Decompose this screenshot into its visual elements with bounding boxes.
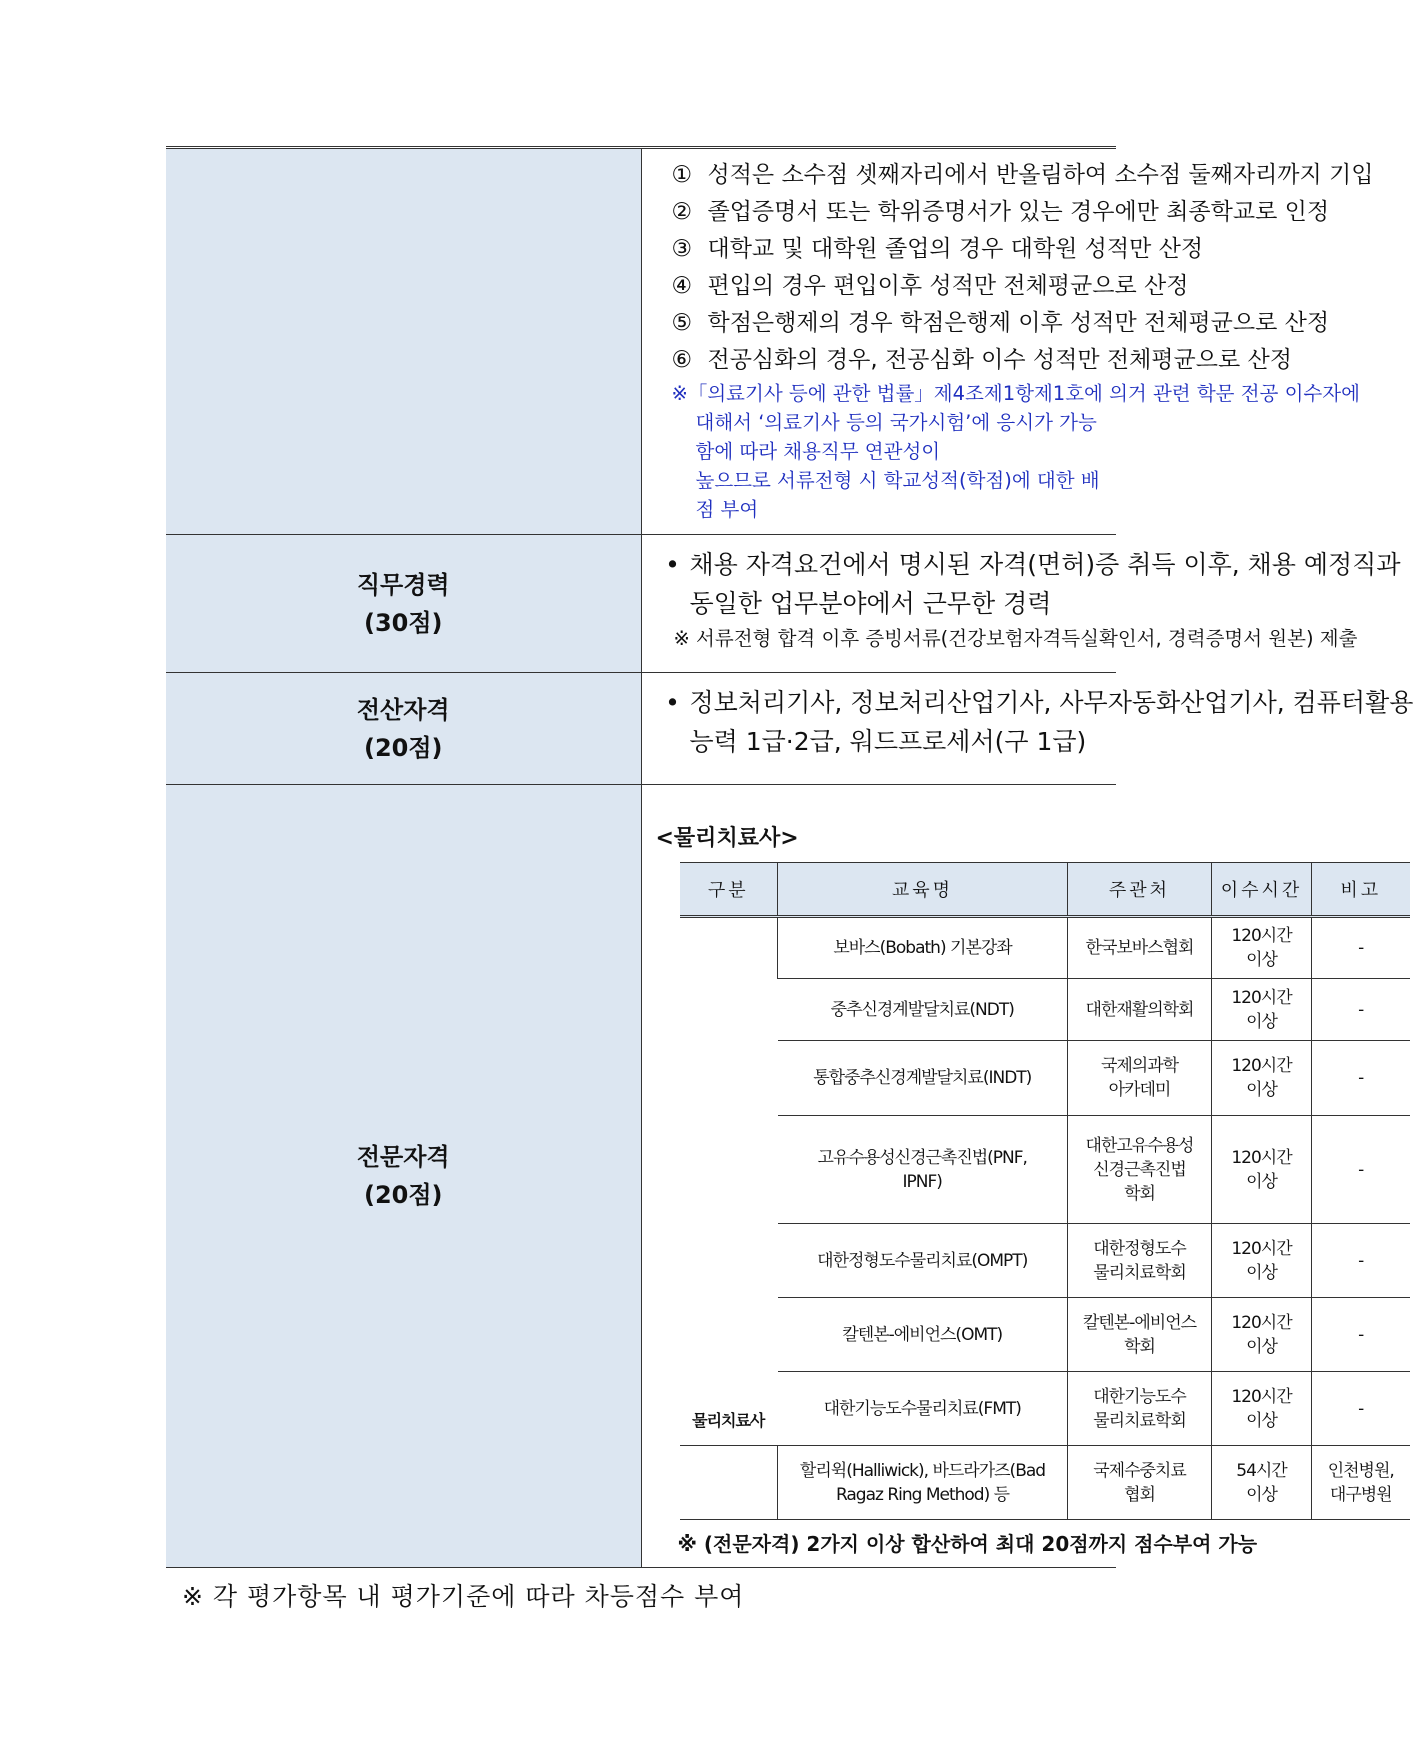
grade-rule-text: 학점은행제의 경우 학점은행제 이후 성적만 전체평균으로 산정 [707,310,1330,336]
pro-cert-table-row [680,979,1410,1041]
it-cert-content [641,673,1413,785]
pro-cert-table-row [680,1372,1410,1446]
pro-cert-organizer-cell: 국제의과학 아카데미 [1068,1041,1212,1116]
grade-rule-number: ⑤ [671,310,693,336]
pro-cert-remark-cell: - [1312,917,1410,979]
grade-rule-item [671,342,1292,379]
grade-rule-number: ④ [671,273,693,299]
it-cert-points: (20점) [363,733,443,762]
grade-rule-text: 성적은 소수점 셋째자리에서 반올림하여 소수점 둘째자리까지 기입 [707,162,1374,188]
pro-cert-hours-cell: 120시간 이상 [1212,1116,1312,1224]
job-career-label: 직무경력 [356,570,450,599]
grade-content-cell [641,149,1374,535]
it-cert-label: 전산자격 [356,695,450,724]
grade-law-note [656,379,1360,534]
job-career-points: (30점) [363,608,443,637]
pro-cert-content [641,785,1394,1568]
pro-cert-remark-cell: - [1312,1224,1410,1298]
pro-cert-remark-cell: - [1312,1041,1410,1116]
it-cert-line2: 능력 1급·2급, 워드프로세서(구 1급) [689,727,1087,756]
pro-cert-remark-cell: - [1312,1298,1410,1372]
grade-rule-item [671,231,1204,268]
pro-cert-category: 물리치료사 [680,917,778,1446]
pro-cert-header-cell: 이수시간 [1212,863,1312,917]
pro-cert-course-name-cell: 칼텐본-에비언스(OMT) [778,1298,1068,1372]
grade-rule-text: 전공심화의 경우, 전공심화 이수 성적만 전체평균으로 산정 [707,347,1292,373]
pro-cert-organizer-cell: 한국보바스협회 [1068,917,1212,979]
grade-rule-text: 졸업증명서 또는 학위증명서가 있는 경우에만 최종학교로 인정 [707,199,1330,225]
pro-cert-header-cell: 주관처 [1068,863,1212,917]
pro-cert-table [680,862,1410,1520]
pro-cert-table-row [680,1116,1410,1224]
grade-note-line2: 대해서 ‘의료기사 등의 국가시험’에 응시가 가능함에 따라 채용직무 연관성이 [695,411,1097,463]
job-career-row [166,535,1116,673]
pro-cert-table-row [680,1298,1410,1372]
pro-cert-course-name-cell: 대한기능도수물리치료(FMT) [778,1372,1068,1446]
pro-cert-hours-cell: 120시간 이상 [1212,1224,1312,1298]
grade-rule-text: 대학교 및 대학원 졸업의 경우 대학원 성적만 산정 [707,236,1204,262]
pro-cert-table-row [680,917,1410,979]
pro-cert-organizer-cell: 칼텐본-에비언스 학회 [1068,1298,1212,1372]
pro-cert-remark-cell: 인천병원, 대구병원 [1312,1446,1410,1520]
grade-note-line1: ※「의료기사 등에 관한 법률」제4조제1항제1호에 의거 관련 학문 전공 이수자에 [671,382,1360,405]
grade-note-line3: 높으므로 서류전형 시 학교성적(학점)에 대한 배점 부여 [695,469,1100,521]
pro-cert-label-cell [166,785,641,1568]
pro-cert-organizer-cell: 대한정형도수 물리치료학회 [1068,1224,1212,1298]
grade-rule-text: 편입의 경우 편입이후 성적만 전체평균으로 산정 [707,273,1189,299]
pro-cert-table-row [680,1041,1410,1116]
pro-cert-course-name-cell: 보바스(Bobath) 기본강좌 [778,917,1068,979]
grade-row [166,149,1116,535]
pro-cert-bottom-note: ※ (전문자격) 2가지 이상 합산하여 최대 20점까지 점수부여 가능 [677,1532,1258,1556]
pro-cert-hours-cell: 120시간 이상 [1212,1041,1312,1116]
pro-cert-table-header [680,863,1410,917]
grade-rule-item [671,268,1189,305]
bullet-icon: • [665,550,680,579]
job-career-label-cell [166,535,641,673]
bullet-icon: • [665,688,680,717]
pro-cert-hours-cell: 120시간 이상 [1212,979,1312,1041]
pro-cert-table-row [680,1224,1410,1298]
pro-cert-course-name-cell: 대한정형도수물리치료(OMPT) [778,1224,1068,1298]
pro-cert-hours-cell: 54시간 이상 [1212,1446,1312,1520]
footer-note: ※ 각 평가항목 내 평가기준에 따라 차등점수 부여 [182,1582,745,1611]
pro-cert-header-cell: 비고 [1312,863,1410,917]
grade-rule-number: ③ [671,236,693,262]
grade-rule-item [671,157,1374,194]
pro-cert-table-body [680,917,1410,1520]
pro-cert-organizer-cell: 국제수중치료 협회 [1068,1446,1212,1520]
pro-cert-row [166,785,1116,1568]
job-career-line2: 동일한 업무분야에서 근무한 경력 [689,589,1052,618]
job-career-content [641,535,1401,673]
pro-cert-hours-cell: 120시간 이상 [1212,1298,1312,1372]
pro-cert-course-name-cell: 할리윅(Halliwick), 바드라가즈(Bad Ragaz Ring Method) 등 [778,1446,1068,1520]
pro-cert-organizer-cell: 대한고유수용성 신경근촉진법 학회 [1068,1116,1212,1224]
pro-cert-course-name-cell: 통합중추신경계발달치료(INDT) [778,1041,1068,1116]
pro-cert-header-cell: 구분 [680,863,778,917]
job-career-note: ※ 서류전형 합격 이후 증빙서류(건강보험자격득실확인서, 경력증명서 원본) 제출 [673,627,1358,650]
pro-cert-category-empty [680,1446,778,1520]
grade-rule-number: ② [671,199,693,225]
pro-cert-remark-cell: - [1312,979,1410,1041]
pro-cert-organizer-cell: 대한재활의학회 [1068,979,1212,1041]
grade-rule-number: ⑥ [671,347,693,373]
it-cert-row [166,673,1116,785]
pro-cert-remark-cell: - [1312,1116,1410,1224]
pro-cert-organizer-cell: 대한기능도수 물리치료학회 [1068,1372,1212,1446]
pro-cert-course-name-cell: 중추신경계발달치료(NDT) [778,979,1068,1041]
pro-cert-header-cell: 교육명 [778,863,1068,917]
grade-rule-number: ① [671,162,693,188]
grade-rule-item [671,194,1330,231]
pro-cert-table-row [680,1446,1410,1520]
it-cert-label-cell [166,673,641,785]
pro-cert-remark-cell: - [1312,1372,1410,1446]
evaluation-criteria-page [166,146,1413,1568]
pro-cert-hours-cell: 120시간 이상 [1212,917,1312,979]
pro-cert-subtitle: <물리치료사> [655,826,799,851]
it-cert-line1: 정보처리기사, 정보처리산업기사, 사무자동화산업기사, 컴퓨터활용 [689,688,1413,717]
pro-cert-course-name-cell: 고유수용성신경근촉진법(PNF, IPNF) [778,1116,1068,1224]
grade-label-cell [166,149,641,535]
grade-rules-list [656,149,1374,379]
evaluation-table [166,146,1413,1568]
grade-rule-item [671,305,1330,342]
pro-cert-label: 전문자격 [356,1143,450,1171]
pro-cert-points: (20점) [363,1181,443,1209]
job-career-line1: 채용 자격요건에서 명시된 자격(면허)증 취득 이후, 채용 예정직과 [689,550,1401,579]
pro-cert-hours-cell: 120시간 이상 [1212,1372,1312,1446]
